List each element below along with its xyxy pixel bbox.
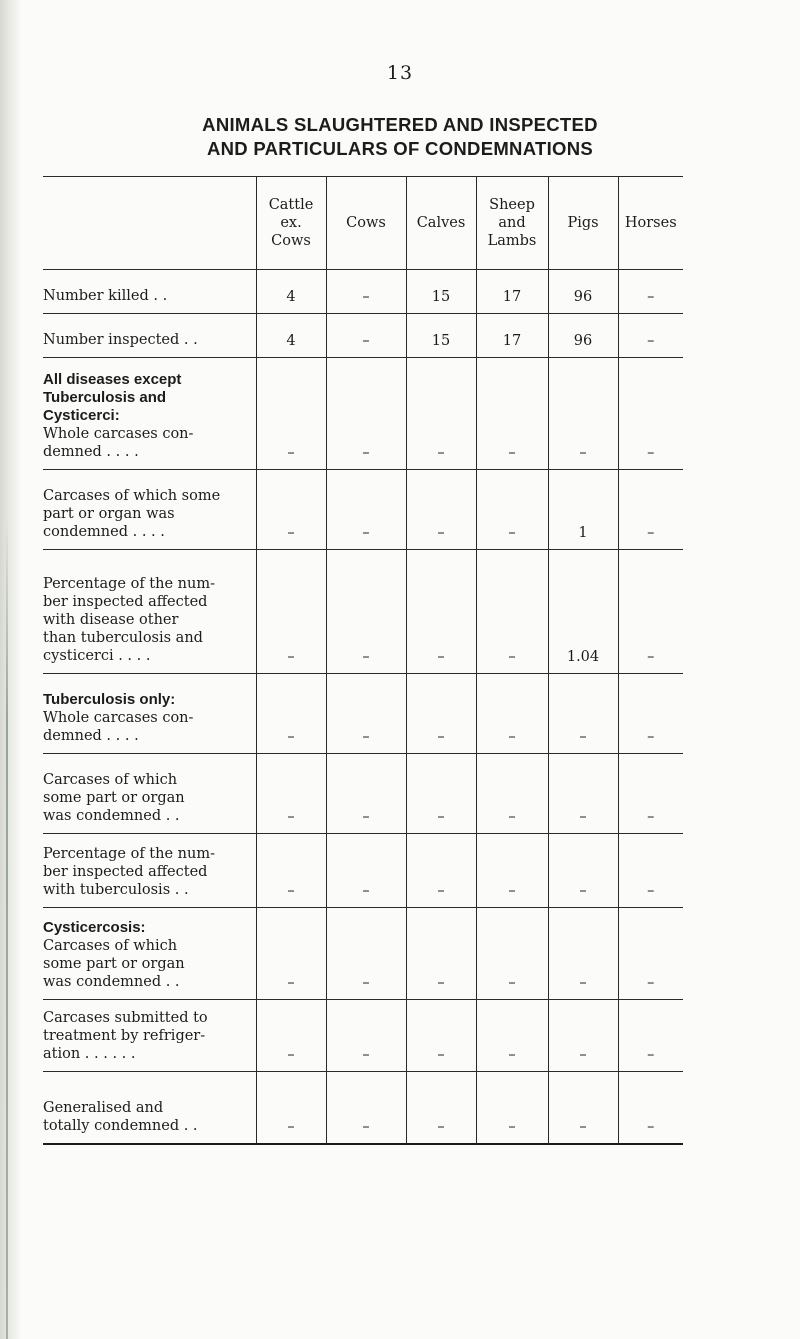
row-label-line: ation . . . . . .: [43, 1046, 136, 1062]
column-header-line: Lambs: [487, 233, 537, 249]
row-label-line: was condemned . .: [43, 808, 180, 824]
table-cell: –: [256, 754, 326, 834]
table-cell: –: [618, 754, 683, 834]
table-cell: 15: [406, 314, 476, 358]
table-row: [43, 358, 683, 470]
table-cell: –: [406, 470, 476, 550]
binding-shadow-line: [6, 520, 8, 1339]
table-row: [43, 270, 683, 314]
table-cell: –: [618, 1072, 683, 1144]
page-title: [0, 113, 800, 161]
page-number: 13: [386, 62, 414, 84]
table-cell: –: [618, 550, 683, 674]
table-row: [43, 1072, 683, 1144]
row-label-line: than tuberculosis and: [43, 630, 203, 646]
row-label-line: Percentage of the num-: [43, 576, 215, 592]
header-stub: [43, 177, 256, 270]
table-cell: 1.04: [548, 550, 618, 674]
table-header: [43, 177, 683, 270]
row-label-line: Number inspected . .: [43, 332, 198, 348]
table-cell: –: [618, 1000, 683, 1072]
table-cell: –: [548, 1000, 618, 1072]
table-cell: –: [406, 834, 476, 908]
row-label-line: ber inspected affected: [43, 594, 208, 610]
row-label-line: Whole carcases con-: [43, 710, 194, 726]
row-label: [43, 1000, 256, 1072]
table-cell: –: [548, 908, 618, 1000]
table-cell: 17: [476, 314, 548, 358]
row-label: [43, 314, 256, 358]
title-line-1: ANIMALS SLAUGHTERED AND INSPECTED: [202, 114, 598, 135]
table-cell: –: [618, 674, 683, 754]
title-line-2: AND PARTICULARS OF CONDEMNATIONS: [206, 138, 594, 159]
row-label: [43, 550, 256, 674]
column-header: [548, 177, 618, 270]
row-label-line: demned . . . .: [43, 728, 139, 744]
table-cell: –: [406, 358, 476, 470]
table-cell: –: [326, 550, 406, 674]
table-cell: –: [256, 674, 326, 754]
table-cell: –: [406, 908, 476, 1000]
table-row: [43, 550, 683, 674]
column-header: [326, 177, 406, 270]
column-header-line: Cows: [271, 233, 311, 249]
table-cell: 17: [476, 270, 548, 314]
table-cell: –: [326, 674, 406, 754]
section-heading: All diseases except: [43, 371, 182, 388]
row-label-line: with tuberculosis . .: [43, 882, 189, 898]
table-row: [43, 754, 683, 834]
row-label: [43, 358, 256, 470]
table-row: [43, 314, 683, 358]
table-cell: –: [476, 834, 548, 908]
row-label-line: some part or organ: [43, 790, 185, 806]
row-label-line: Generalised and: [43, 1099, 164, 1116]
table-row: [43, 470, 683, 550]
row-label: [43, 754, 256, 834]
table-cell: 4: [256, 314, 326, 358]
table-cell: –: [618, 834, 683, 908]
column-header-line: Sheep: [489, 197, 535, 213]
table-cell: –: [326, 314, 406, 358]
table-cell: –: [256, 358, 326, 470]
column-header-line: Cattle: [268, 197, 314, 213]
column-header-line: Calves: [416, 215, 466, 231]
table-cell: –: [548, 358, 618, 470]
section-heading: Tuberculosis only:: [43, 691, 176, 708]
column-header: [406, 177, 476, 270]
table-cell: –: [476, 470, 548, 550]
row-label-line: totally condemned . .: [43, 1117, 198, 1134]
table-body: [43, 270, 683, 1144]
table-cell: –: [476, 1072, 548, 1144]
row-label: [43, 674, 256, 754]
table-cell: –: [618, 314, 683, 358]
table-cell: –: [406, 1000, 476, 1072]
table-cell: –: [256, 550, 326, 674]
row-label: [43, 470, 256, 550]
row-label: [43, 834, 256, 908]
table-cell: –: [326, 270, 406, 314]
table-row: [43, 674, 683, 754]
column-header-line: ex.: [280, 215, 302, 231]
table-cell: –: [256, 834, 326, 908]
row-label-line: with disease other: [43, 612, 179, 628]
table-cell: –: [476, 754, 548, 834]
row-label-line: cysticerci . . . .: [43, 648, 151, 664]
row-label-line: condemned . . . .: [43, 524, 165, 540]
table-cell: –: [406, 754, 476, 834]
column-header-line: Pigs: [567, 215, 599, 231]
table-cell: –: [326, 754, 406, 834]
table-cell: –: [476, 358, 548, 470]
condemnations-table: [43, 176, 683, 1145]
row-label: [43, 1072, 256, 1144]
column-header-line: and: [498, 215, 526, 231]
row-label-line: some part or organ: [43, 956, 185, 972]
row-label-line: Carcases of which: [43, 772, 178, 788]
table-cell: –: [326, 908, 406, 1000]
column-header: [476, 177, 548, 270]
page-binding-edge: [0, 0, 22, 1339]
table-cell: –: [618, 908, 683, 1000]
table-cell: –: [618, 270, 683, 314]
row-label: [43, 270, 256, 314]
table-row: [43, 908, 683, 1000]
column-header-line: Horses: [624, 215, 677, 231]
row-label-line: Carcases of which some: [43, 488, 221, 504]
table-cell: 4: [256, 270, 326, 314]
table-cell: 15: [406, 270, 476, 314]
table-cell: –: [326, 1072, 406, 1144]
header-row: [43, 177, 683, 270]
table-cell: –: [326, 834, 406, 908]
table-cell: 1: [548, 470, 618, 550]
table-cell: –: [326, 358, 406, 470]
table-cell: –: [618, 358, 683, 470]
table-row: [43, 834, 683, 908]
table-cell: –: [548, 754, 618, 834]
table-cell: –: [326, 1000, 406, 1072]
table-cell: –: [256, 908, 326, 1000]
row-label-line: was condemned . .: [43, 974, 180, 990]
row-label-line: ber inspected affected: [43, 864, 208, 880]
section-heading: Tuberculosis and: [43, 389, 167, 406]
table-cell: –: [406, 550, 476, 674]
row-label-line: Carcases submitted to: [43, 1010, 208, 1026]
row-label-line: Carcases of which: [43, 938, 178, 954]
table-cell: –: [406, 1072, 476, 1144]
table-cell: –: [548, 1072, 618, 1144]
table-cell: 96: [548, 314, 618, 358]
table-cell: –: [256, 1000, 326, 1072]
table-cell: –: [476, 550, 548, 674]
section-heading: Cysticerci:: [43, 407, 120, 424]
table-cell: –: [476, 674, 548, 754]
table-cell: –: [256, 1072, 326, 1144]
table-cell: –: [326, 470, 406, 550]
table-cell: 96: [548, 270, 618, 314]
table-cell: –: [618, 470, 683, 550]
table-row: [43, 1000, 683, 1072]
table-cell: –: [548, 834, 618, 908]
row-label-line: treatment by refriger-: [43, 1028, 206, 1044]
row-label-line: Number killed . .: [43, 288, 168, 304]
column-header: [256, 177, 326, 270]
row-label: [43, 908, 256, 1000]
row-label-line: Percentage of the num-: [43, 846, 215, 862]
section-heading: Cysticercosis:: [43, 919, 146, 936]
table-cell: –: [406, 674, 476, 754]
row-label-line: demned . . . .: [43, 444, 139, 460]
table-cell: –: [476, 1000, 548, 1072]
row-label-line: part or organ was: [43, 506, 175, 522]
column-header-line: Cows: [346, 215, 386, 231]
column-header: [618, 177, 683, 270]
table-cell: –: [476, 908, 548, 1000]
row-label-line: Whole carcases con-: [43, 426, 194, 442]
table-cell: –: [256, 470, 326, 550]
table-cell: –: [548, 674, 618, 754]
